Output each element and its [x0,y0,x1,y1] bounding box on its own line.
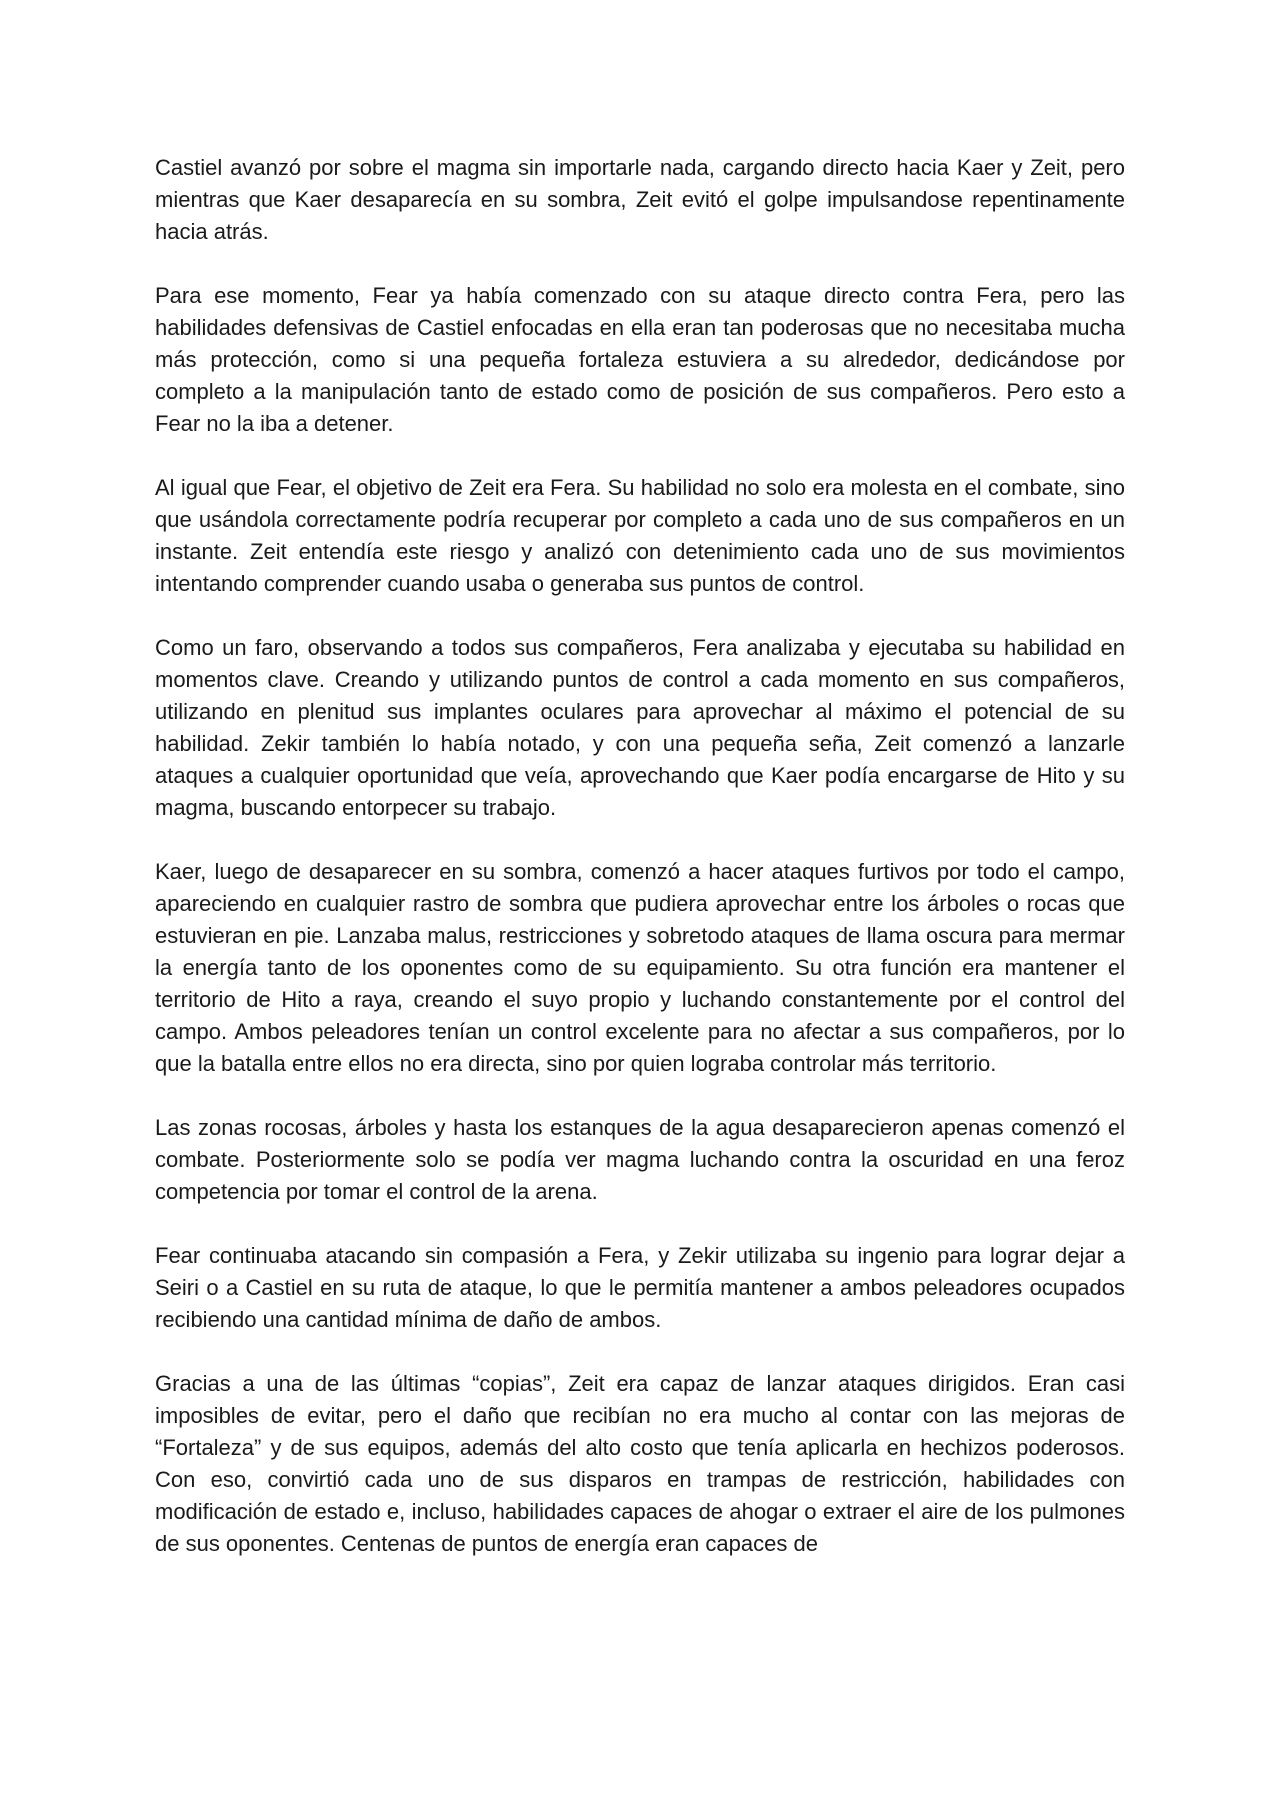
paragraph-3: Al igual que Fear, el objetivo de Zeit era Fera. Su habilidad no solo era molesta en el combate, sino que usándola correctamente podría recuperar por completo a cada uno de sus compañeros en un instante. Zeit entendía este riesgo y analizó con detenimiento cada uno de sus movimientos intentando comprender cuando usaba o generaba sus puntos de control. [155,475,1125,596]
paragraph-5: Kaer, luego de desaparecer en su sombra, comenzó a hacer ataques furtivos por todo el campo, apareciendo en cualquier rastro de sombra que pudiera aprovechar entre los árboles o rocas que estuvieran en pie. Lanzaba malus, restricciones y sobretodo ataques de llama oscura para mermar la energía tanto de los oponentes como de su equipamiento. Su otra función era mantener el territorio de Hito a raya, creando el suyo propio y luchando constantemente por el control del campo. Ambos peleadores tenían un control excelente para no afectar a sus compañeros, por lo que la batalla entre ellos no era directa, sino por quien lograba controlar más territorio. [155,859,1125,1076]
paragraph-2: Para ese momento, Fear ya había comenzado con su ataque directo contra Fera, pero las habilidades defensivas de Castiel enfocadas en ella eran tan poderosas que no necesitaba mucha más protección, como si una pequeña fortaleza estuviera a su alrededor, dedicándose por completo a la manipulación tanto de estado como de posición de sus compañeros. Pero esto a Fear no la iba a detener. [155,283,1125,436]
paragraph-6: Las zonas rocosas, árboles y hasta los estanques de la agua desaparecieron apenas comenzó el combate. Posteriormente solo se podía ver magma luchando contra la oscuridad en una feroz competencia por tomar el control de la arena. [155,1115,1125,1204]
paragraph-1: Castiel avanzó por sobre el magma sin importarle nada, cargando directo hacia Kaer y Zeit, pero mientras que Kaer desaparecía en su sombra, Zeit evitó el golpe impulsandose repentinamente hacia atrás. [155,155,1125,244]
paragraph-4: Como un faro, observando a todos sus compañeros, Fera analizaba y ejecutaba su habilidad en momentos clave. Creando y utilizando puntos de control a cada momento en sus compañeros, utilizando en plenitud sus implantes oculares para aprovechar al máximo el potencial de su habilidad. Zekir también lo había notado, y con una pequeña seña, Zeit comenzó a lanzarle ataques a cualquier oportunidad que veía, aprovechando que Kaer podía encargarse de Hito y su magma, buscando entorpecer su trabajo. [155,635,1125,820]
paragraph-8: Gracias a una de las últimas “copias”, Zeit era capaz de lanzar ataques dirigidos. Eran casi imposibles de evitar, pero el daño que recibían no era mucho al contar con las mejoras de “Fortaleza” y de sus equipos, además del alto costo que tenía aplicarla en hechizos poderosos. Con eso, convirtió cada uno de sus disparos en trampas de restricción, habilidades con modificación de estado e, incluso, habilidades capaces de ahogar o extraer el aire de los pulmones de sus oponentes. Centenas de puntos de energía eran capaces de [155,1371,1125,1556]
paragraph-7: Fear continuaba atacando sin compasión a Fera, y Zekir utilizaba su ingenio para lograr dejar a Seiri o a Castiel en su ruta de ataque, lo que le permitía mantener a ambos peleadores ocupados recibiendo una cantidad mínima de daño de ambos. [155,1243,1125,1332]
